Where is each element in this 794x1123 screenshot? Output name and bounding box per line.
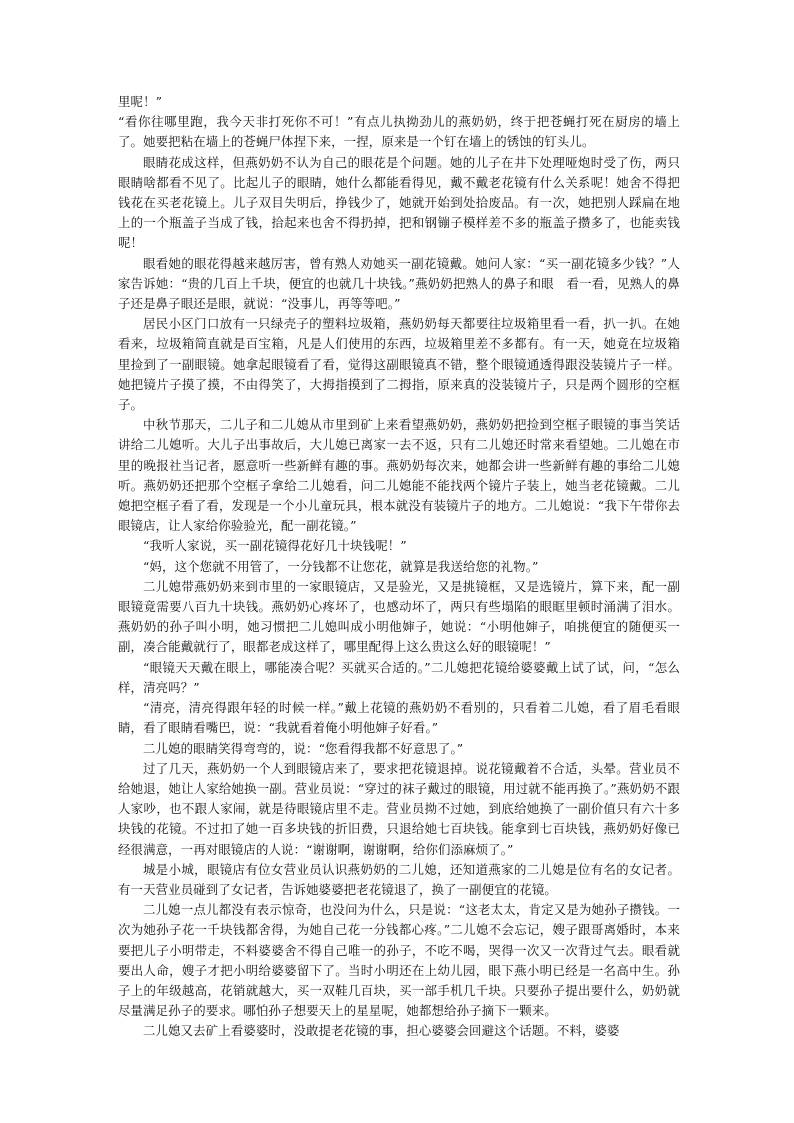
paragraph: “看你往哪里跑，我今天非打死你不可！”有点儿执拗劲儿的燕奶奶，终于把苍蝇打死在厨房的墙上了。她要把粘在墙上的苍蝇尸体捏下来，一捏，原来是一个钉在墙上的锈蚀的钉头儿。 [118, 114, 680, 150]
paragraph: 眼看她的眼花得越来越厉害，曾有熟人劝她买一副花镜戴。她问人家：“买一副花镜多少钱？”人家告诉她：“贵的几百上千块，便宜的也就几十块钱。”燕奶奶把熟人的鼻子和眼 看一看，见熟人的鼻子还是鼻子眼还是眼，就说：“没事儿，再等等吧。” [118, 255, 680, 312]
paragraph: 眼睛花成这样，但燕奶奶不认为自己的眼花是个问题。她的儿子在井下处理哑炮时受了伤，两只眼睛啥都看不见了。比起儿子的眼睛，她什么都能看得见，戴不戴老花镜有什么关系呢！她舍不得把钱花在买老花镜上。儿子双目失明后，挣钱少了，她就开始到处拾废品。有一次，她把别人踩扁在地上的一个瓶盖子当成了钱，拾起来也舍不得扔掉，把和钢镚子模样差不多的瓶盖子攒多了，也能卖钱呢！ [118, 154, 680, 251]
paragraph: 过了几天，燕奶奶一个人到眼镜店来了，要求把花镜退掉。说花镜戴着不合适，头晕。营业员不给她退，她让人家给她换一副。营业员说：“穿过的袜子戴过的眼镜，用过就不能再换了。”燕奶奶不跟人家吵，也不跟人家闹，就是待眼镜店里不走。营业员拗不过她，到底给她换了一副价值只有六十多块钱的花镜。不过扣了她一百多块钱的折旧费，只退给她七百块钱。能拿到七百块钱，燕奶奶好像已经很满意，一再对眼镜店的人说：“谢谢啊，谢谢啊，给你们添麻烦了。” [118, 760, 680, 857]
paragraph: 居民小区门口放有一只绿壳子的塑料垃圾箱，燕奶奶每天都要往垃圾箱里看一看，扒一扒。在她看来，垃圾箱简直就是百宝箱，凡是人们使用的东西，垃圾箱里差不多都有。有一天，她竟在垃圾箱里捡到了一副眼镜。她拿起眼镜看了看，觉得这副眼镜真不错，整个眼镜通透得跟没装镜片子一样。她把镜片子摸了摸，不由得笑了，大拇指摸到了二拇指，原来真的没装镜片子，只是两个圆形的空框子。 [118, 316, 680, 413]
paragraph: 中秋节那天，二儿子和二儿媳从市里到矿上来看望燕奶奶，燕奶奶把捡到空框子眼镜的事当笑话讲给二儿媳听。大儿子出事故后，大儿媳已离家一去不返，只有二儿媳还时常来看望她。二儿媳在市里的晚报社当记者，愿意听一些新鲜有趣的事。燕奶奶每次来，她都会讲一些新鲜有趣的事给二儿媳听。燕奶奶还把那个空框子拿给二儿媳看，问二儿媳能不能找两个镜片子装上，她当老花镜戴。二儿媳把空框子看了看，发现是一个小儿童玩具，根本就没有装镜片子的地方。二儿媳说：“我下午带你去眼镜店，让人家给你验验光，配一副花镜。” [118, 417, 680, 534]
paragraph: “眼镜天天戴在眼上，哪能凑合呢？买就买合适的。”二儿媳把花镜给婆婆戴上试了试，问，“怎么样，清亮吗？” [118, 659, 680, 695]
paragraph: 二儿媳带燕奶奶来到市里的一家眼镜店，又是验光，又是挑镜框，又是选镜片，算下来，配一副眼镜竟需要八百九十块钱。燕奶奶心疼坏了，也感动坏了，两只有些塌陷的眼眶里顿时涌满了泪水。燕奶奶的孙子叫小明，她习惯把二儿媳叫成小明他婶子，她说：“小明他婶子，咱挑便宜的随便买一副，凑合能戴就行了，眼都老成这样了，哪里配得上这么贵这么好的眼镜呢！” [118, 578, 680, 655]
paragraph: “我听人家说，买一副花镜得花好几十块钱呢！” [143, 538, 407, 554]
paragraph: 里呢！” [118, 94, 163, 109]
paragraph: 二儿媳一点儿都没有表示惊奇，也没问为什么，只是说：“这老太太，肯定又是为她孙子攒钱。一次为她孙子花一千块钱都舍得，为她自己花一分钱都心疼。”二儿媳不会忘记，嫂子跟哥离婚时，本来要把儿子小明带走，不料婆婆舍不得自己唯一的孙子，不吃不喝，哭得一次又一次背过气去。眼看就要出人命，嫂子才把小明给婆婆留下了。当时小明还在上幼儿园，眼下燕小明已经是一名高中生。孙子上的年级越高，花销就越大，买一双鞋几百块，买一部手机几千块。只要孙子提出要什么，奶奶就尽量满足孙子的要求。哪怕孙子想要天上的星星呢，她都想给孙子摘下一颗来。 [118, 902, 680, 1019]
paragraph: “清亮，清亮得跟年轻的时候一样。”戴上花镜的燕奶奶不看别的，只看着二儿媳，看了眉毛看眼睛，看了眼睛看嘴巴，说：“我就看着俺小明他婶子好看。” [118, 700, 680, 736]
paragraph: “妈，这个您就不用管了，一分钱都不让您花，就算是我送给您的礼物。” [143, 558, 539, 574]
paragraph: 二儿媳的眼睛笑得弯弯的，说：“您看得我都不好意思了。” [143, 740, 464, 756]
paragraph: 城是小城，眼镜店有位女营业员认识燕奶奶的二儿媳，还知道燕家的二儿媳是位有名的女记者。有一天营业员碰到了女记者，告诉她婆婆把老花镜退了，换了一副便宜的花镜。 [118, 861, 680, 897]
document-body [118, 92, 680, 1042]
paragraph: 二儿媳又去矿上看婆婆时，没敢提老花镜的事，担心婆婆会回避这个话题。不料，婆婆 [143, 1023, 620, 1039]
